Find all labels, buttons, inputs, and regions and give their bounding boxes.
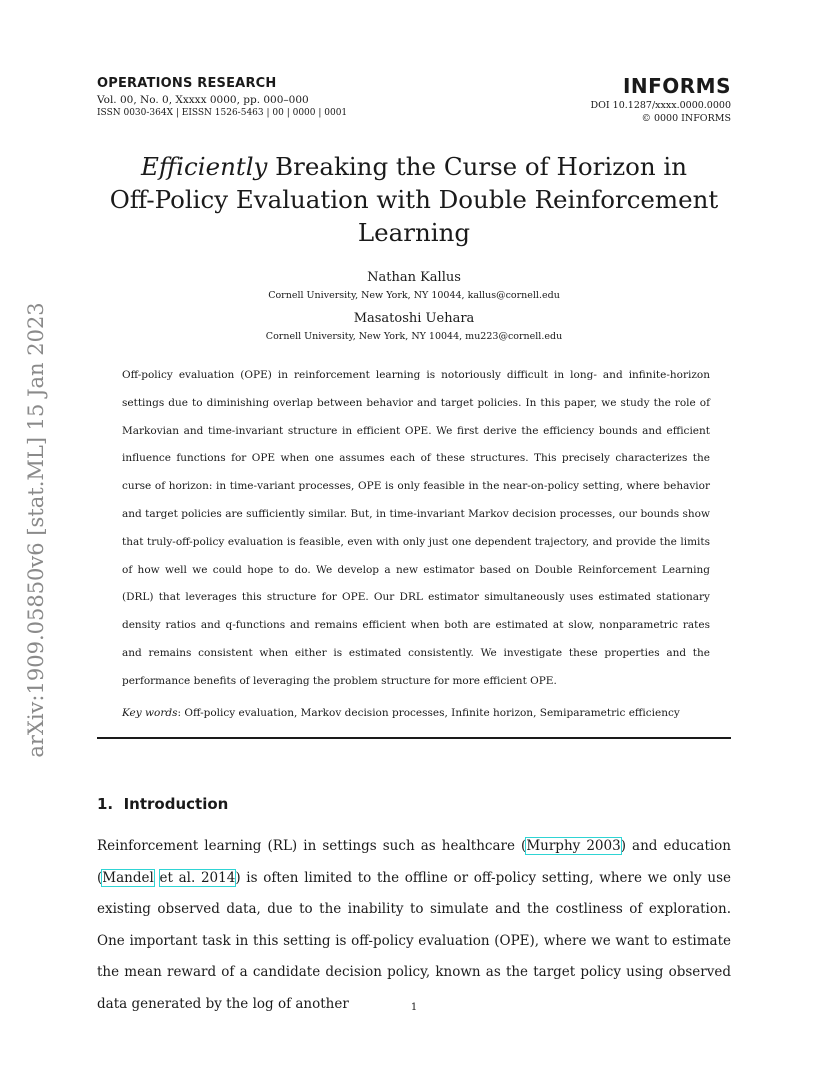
keywords-label: Key words [122, 707, 178, 719]
issn-line: ISSN 0030-364X | EISSN 1526-5463 | 00 | 0000 | 0001 [97, 108, 348, 118]
intro-paragraph [97, 831, 731, 1020]
author-affiliation: Cornell University, New York, NY 10044, mu223@cornell.edu [265, 331, 563, 342]
citation-link[interactable]: et al. 2014 [159, 869, 236, 886]
author-name: Masatoshi Uehara [353, 311, 475, 326]
keywords-colon: : [177, 707, 185, 719]
title-emphasis: Efficiently [140, 152, 268, 181]
intro-text: ) and education ( [97, 838, 732, 886]
citation-link[interactable]: Murphy 2003 [526, 838, 621, 854]
citation-link[interactable]: Mandel [102, 869, 154, 886]
doi-line: DOI 10.1287/xxxx.0000.0000 [590, 100, 731, 111]
page-number: 1 [410, 1002, 418, 1013]
keywords [122, 707, 722, 719]
publisher-name: INFORMS [622, 74, 731, 98]
section-heading [97, 795, 228, 813]
keywords-text: Off-policy evaluation, Markov decision processes, Infinite horizon, Semiparametric efficiency [184, 707, 680, 719]
author-affiliation: Cornell University, New York, NY 10044, kallus@cornell.edu [268, 290, 560, 301]
title-line2: Off-Policy Evaluation with Double Reinforcement [109, 185, 719, 214]
intro-text: Reinforcement learning (RL) in settings such as healthcare ( [97, 838, 527, 854]
section-title: Introduction [123, 795, 229, 813]
abstract: Off-policy evaluation (OPE) in reinforcement learning is notoriously difficult in long- and infinite-horizon settings due to diminishing overlap between behavior and target policies. In this paper, we study the role of Markovian and time-invariant structure in efficient OPE. We first derive the efficiency bounds and efficient influence functions for OPE when one assumes each of these structures. This precisely characterizes the curse of horizon: in time-variant processes, OPE is only feasible in the near-on-policy setting, where behavior and target policies are sufficiently similar. But, in time-invariant Markov decision processes, our bounds show that truly-off-policy evaluation is feasible, even with only just one dependent trajectory, and provide the limits of how well we could hope to do. We develop a new estimator based on Double Reinforcement Learning (DRL) that leverages this structure for OPE. Our DRL estimator simultaneously uses estimated stationary density ratios and q-functions and remains efficient when both are estimated at slow, nonparametric rates and remains consistent when either is estimated consistently. We investigate these properties and the performance benefits of leveraging the problem structure for more efficient OPE. [122, 369, 710, 687]
section-number: 1. [97, 795, 114, 813]
arxiv-stamp: arXiv:1909.05850v6 [stat.ML] 15 Jan 2023 [24, 302, 48, 758]
volume-line: Vol. 00, No. 0, Xxxxx 0000, pp. 000–000 [97, 94, 309, 106]
journal-name: OPERATIONS RESEARCH [97, 76, 277, 91]
copyright-line: © 0000 INFORMS [641, 113, 731, 124]
intro-text: ) is often limited to the offline or off-policy setting, where we only use existing observed data, due to the inability to simulate and the costliness of exploration. One important task in this setting is off-policy evaluation (OPE), where we want to estimate the mean reward of a candidate decision policy, known as the target policy using observed data generated by the log of another [97, 869, 731, 1012]
section-divider [97, 737, 731, 739]
paper-title [100, 150, 728, 249]
author-name: Nathan Kallus [367, 270, 461, 285]
title-line3: Learning [357, 218, 471, 247]
title-line1-rest: Breaking the Curse of Horizon in [267, 152, 688, 181]
